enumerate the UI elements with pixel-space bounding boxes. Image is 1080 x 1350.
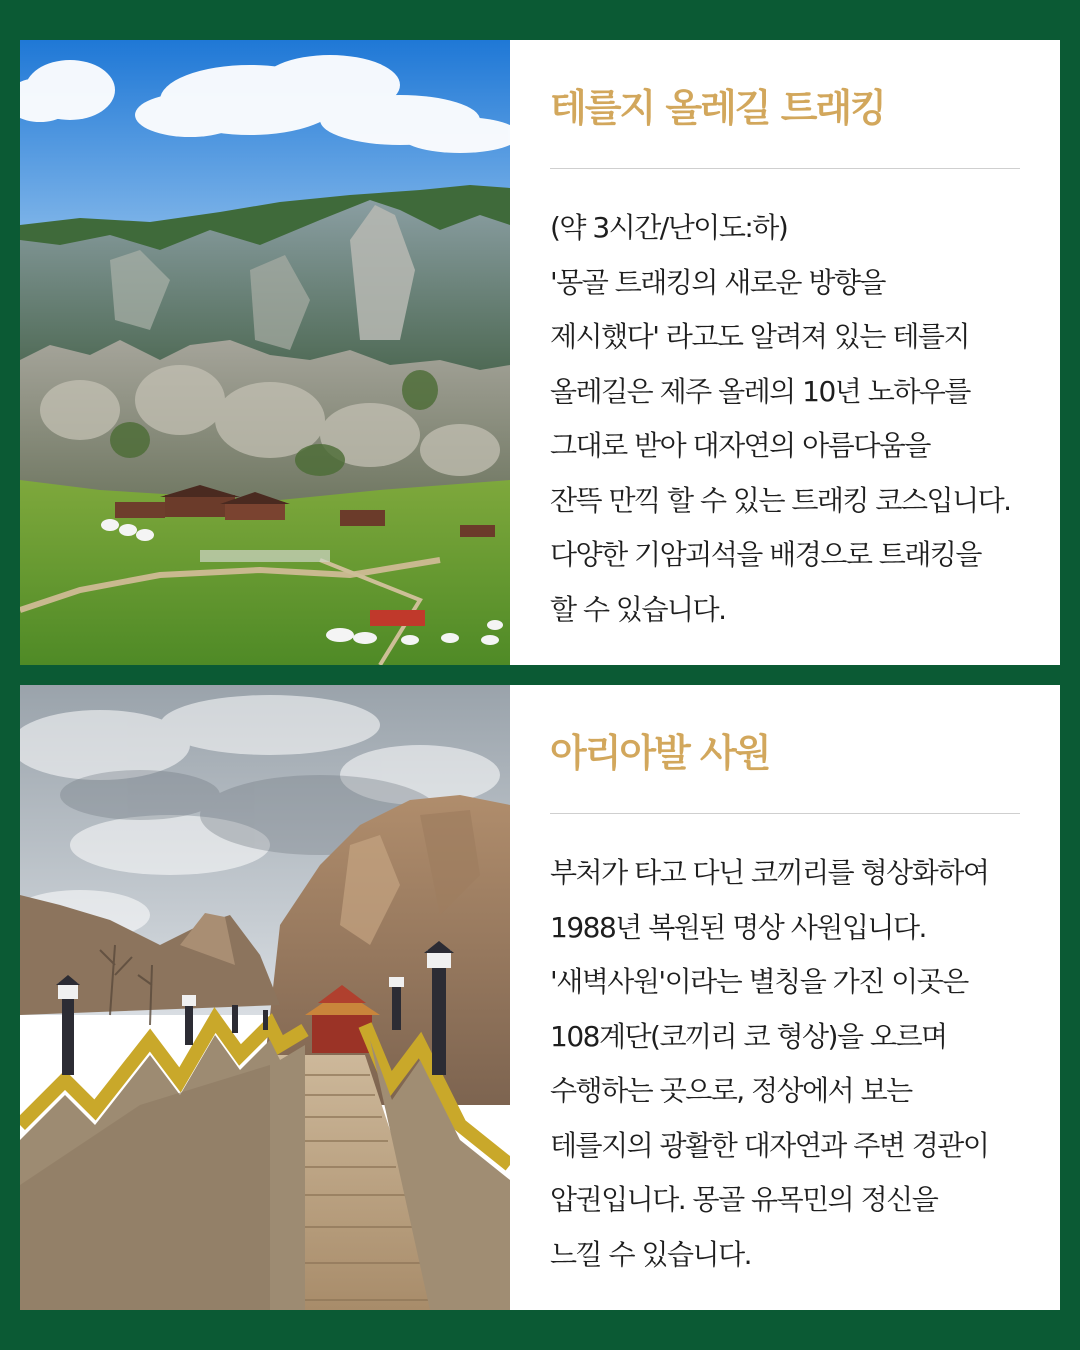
description-line: 108계단(코끼리 코 형상)을 오르며 xyxy=(550,1019,947,1053)
description-line: 다양한 기암괴석을 배경으로 트래킹을 xyxy=(550,538,981,571)
description-line: 압권입니다. 몽골 유목민의 정신을 xyxy=(550,1183,938,1216)
title-divider xyxy=(550,168,1020,169)
card-title: 아리아발 사원 xyxy=(550,731,770,775)
terelj-trekking-text xyxy=(510,40,1060,665)
description-line: 잔뜩 만끽 할 수 있는 트래킹 코스입니다. xyxy=(550,483,1011,517)
description-line: 제시했다' 라고도 알려져 있는 테를지 xyxy=(550,320,970,353)
description-line: 수행하는 곳으로, 정상에서 보는 xyxy=(550,1074,912,1107)
aryabal-temple-text xyxy=(510,685,1060,1310)
description-line: 테를지의 광활한 대자연과 주변 경관이 xyxy=(550,1128,989,1162)
description-line: '몽골 트래킹의 새로운 방향을 xyxy=(550,265,885,299)
description-line: '새벽사원'이라는 별칭을 가진 이곳은 xyxy=(550,965,968,998)
description-line: 올레길은 제주 올레의 10년 노하우를 xyxy=(550,374,970,408)
aryabal-temple-stairs-photo xyxy=(20,685,510,1310)
card-title: 테를지 올레길 트래킹 xyxy=(550,86,885,130)
description-line: 할 수 있습니다. xyxy=(550,592,726,626)
card-description xyxy=(550,201,1060,637)
title-divider xyxy=(550,813,1020,814)
description-line: 부처가 타고 다닌 코끼리를 형상화하여 xyxy=(550,856,989,889)
attraction-card-aryabal-temple xyxy=(20,685,1060,1310)
card-description xyxy=(550,846,1060,1282)
terelj-landscape-photo xyxy=(20,40,510,665)
description-line: 1988년 복원된 명상 사원입니다. xyxy=(550,910,926,944)
description-line: (약 3시간/난이도:하) xyxy=(550,211,788,244)
description-line: 그대로 받아 대자연의 아름다움을 xyxy=(550,429,930,462)
description-line: 느낄 수 있습니다. xyxy=(550,1237,752,1271)
attraction-card-terelj-trekking xyxy=(20,40,1060,665)
